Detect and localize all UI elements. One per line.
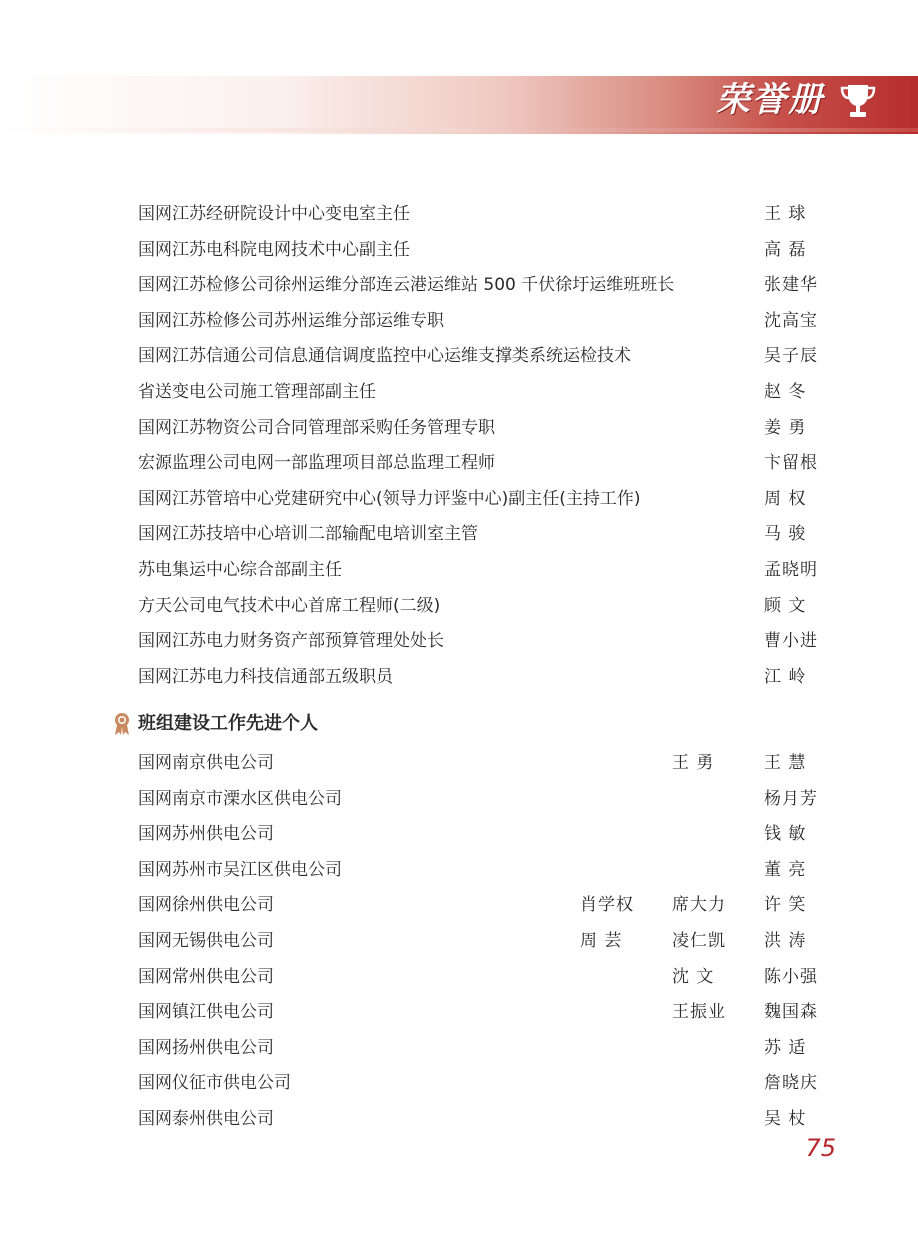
page-header-title: 荣誉册 (716, 80, 824, 120)
person-name: 洪 涛 (764, 931, 807, 951)
person-name: 孟晓明 (764, 560, 818, 580)
organization-title: 国网江苏物资公司合同管理部采购任务管理专职 (138, 417, 495, 438)
organization-title: 国网江苏电力科技信通部五级职员 (138, 666, 393, 687)
person-name: 董 亮 (764, 859, 807, 880)
list-item (0, 964, 918, 990)
person-name: 顾 文 (764, 595, 807, 616)
list-item (0, 857, 918, 883)
list-item (0, 521, 918, 547)
section-title: 班组建设工作先进个人 (138, 713, 318, 734)
organization-title: 国网扬州供电公司 (138, 1037, 274, 1058)
list-item (0, 201, 918, 227)
list-item (0, 557, 918, 583)
organization-title: 方天公司电气技术中心首席工程师(二级) (138, 595, 441, 616)
person-name: 王振业 (672, 1002, 726, 1023)
list-item (0, 928, 918, 954)
person-name: 江 岭 (764, 666, 807, 687)
person-name: 卞留根 (764, 453, 818, 474)
person-name: 席大力 (672, 895, 726, 916)
list-item (0, 593, 918, 619)
list-item (0, 1035, 918, 1061)
person-name: 王 球 (764, 204, 807, 224)
list-item (0, 786, 918, 812)
organization-title: 国网南京供电公司 (138, 753, 274, 773)
organization-title: 国网南京市溧水区供电公司 (138, 788, 342, 809)
organization-title: 国网镇江供电公司 (138, 1002, 274, 1023)
organization-title: 国网江苏检修公司徐州运维分部连云港运维站 500 千伏徐圩运维班班长 (138, 275, 675, 296)
trophy-icon (838, 82, 878, 120)
organization-title: 国网江苏检修公司苏州运维分部运维专职 (138, 310, 444, 331)
person-name: 肖学权 (580, 895, 634, 916)
person-name: 魏国森 (764, 1002, 818, 1023)
list-item (0, 1106, 918, 1132)
organization-title: 国网常州供电公司 (138, 966, 274, 987)
list-item (0, 628, 918, 654)
person-name: 马 骏 (764, 524, 807, 545)
person-name: 苏 适 (764, 1037, 807, 1058)
person-name: 陈小强 (764, 966, 818, 987)
person-name: 凌仁凯 (672, 931, 726, 951)
page-number: 75 (805, 1134, 836, 1162)
ribbon-badge-icon (112, 712, 132, 736)
list-item (0, 486, 918, 512)
person-name: 高 磊 (764, 239, 807, 260)
person-name: 赵 冬 (764, 382, 807, 402)
list-item (0, 999, 918, 1025)
list-item (0, 272, 918, 298)
organization-title: 国网江苏经研院设计中心变电室主任 (138, 204, 410, 224)
organization-title: 苏电集运中心综合部副主任 (138, 560, 342, 580)
person-name: 王 勇 (672, 753, 715, 773)
person-name: 沈 文 (672, 966, 715, 987)
list-item (0, 821, 918, 847)
organization-title: 国网江苏信通公司信息通信调度监控中心运维支撑类系统运检技术 (138, 346, 631, 367)
list-item (0, 379, 918, 405)
organization-title: 国网江苏电科院电网技术中心副主任 (138, 239, 410, 260)
organization-title: 国网江苏电力财务资产部预算管理处处长 (138, 631, 444, 652)
header-divider (0, 128, 918, 132)
list-item (0, 237, 918, 263)
person-name: 曹小进 (764, 631, 818, 652)
list-item (0, 750, 918, 776)
organization-title: 宏源监理公司电网一部监理项目部总监理工程师 (138, 453, 495, 474)
organization-title: 国网仪征市供电公司 (138, 1073, 291, 1094)
person-name: 詹晓庆 (764, 1073, 818, 1094)
person-name: 周 芸 (580, 931, 623, 951)
list-item (0, 664, 918, 690)
person-name: 杨月芳 (764, 788, 818, 809)
list-item (0, 308, 918, 334)
organization-title: 国网苏州供电公司 (138, 824, 274, 845)
organization-title: 国网徐州供电公司 (138, 895, 274, 916)
person-name: 钱 敏 (764, 824, 807, 845)
list-item (0, 450, 918, 476)
person-name: 吴子辰 (764, 346, 818, 367)
person-name: 周 权 (764, 488, 807, 509)
person-name: 姜 勇 (764, 417, 807, 438)
organization-title: 省送变电公司施工管理部副主任 (138, 382, 376, 402)
person-name: 王 慧 (764, 753, 807, 773)
person-name: 张建华 (764, 275, 818, 296)
person-name: 吴 杖 (764, 1109, 807, 1129)
organization-title: 国网无锡供电公司 (138, 931, 274, 951)
person-name: 许 笑 (764, 895, 807, 916)
list-item (0, 1070, 918, 1096)
organization-title: 国网江苏管培中心党建研究中心(领导力评鉴中心)副主任(主持工作) (138, 488, 641, 509)
organization-title: 国网苏州市吴江区供电公司 (138, 859, 342, 880)
list-item (0, 343, 918, 369)
person-name: 沈高宝 (764, 310, 818, 331)
list-item (0, 892, 918, 918)
organization-title: 国网江苏技培中心培训二部输配电培训室主管 (138, 524, 478, 545)
list-item (0, 415, 918, 441)
organization-title: 国网泰州供电公司 (138, 1109, 274, 1129)
